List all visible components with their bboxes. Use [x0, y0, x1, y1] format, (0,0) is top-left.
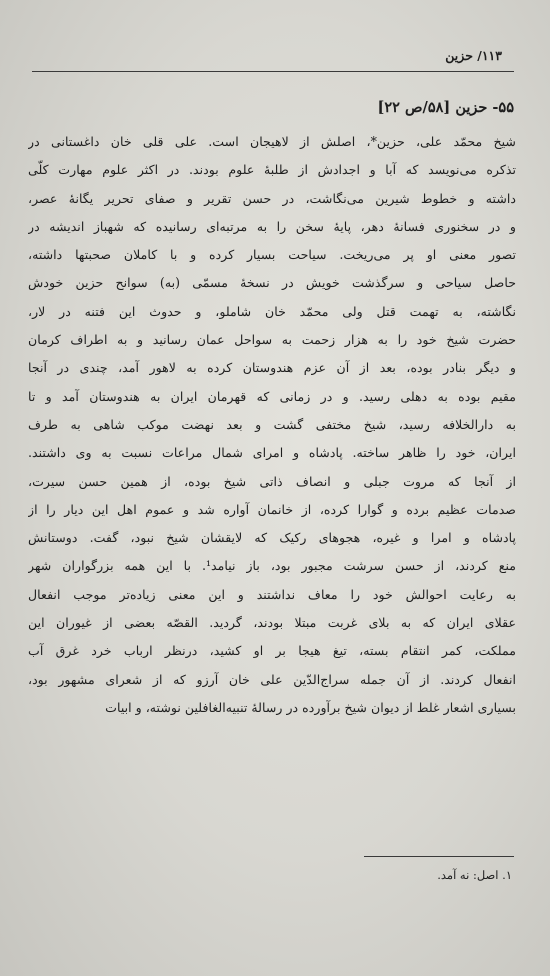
header-rule: [32, 71, 514, 72]
body-line: به دارالخلافه رسید، شیخ مختفی گشت و بعد نهضت موکب شاهی به طرف: [28, 416, 516, 432]
body-line: عقلای ایران که به بلای غربت مبتلا بودند، گردید. القصّه بعضی از غیوران این: [28, 615, 516, 631]
body-line: مقیم بوده به دهلی رسید. و در زمانی که قهرمان ایران به هندوستان آمد و تا: [28, 388, 516, 404]
body-line: منع کردند، از حسن سرشت مجبور بود، باز نیامد¹. با این همه بزرگواران شهر: [28, 558, 516, 574]
body-line: تصور معنی او پر می‌ریخت. سیاحت بسیار کرده و با کاملان صحبتها داشته،: [28, 247, 516, 263]
body-line: ایران، خود را ظاهر ساخته. پادشاه و امرای شمال مراعات نسبت به وی داشتند.: [28, 445, 516, 461]
body-line: بسیاری اشعار غلط از دیوان شیخ برآورده در رسالهٔ تنبیه‌الغافلین نوشته، و ابیات: [105, 699, 516, 715]
body-line: شیخ محمّد علی، حزین*، اصلش از لاهیجان است. علی قلی خان داغستانی در: [28, 134, 516, 149]
body-line: صدمات عظیم برده و گوارا کرده، از خانمان آواره شد و عموم اهل این دیار را از: [28, 501, 516, 517]
body-line: حاصل سیاحی و سرگذشت خویش در نسخهٔ مسمّی (به) سوانح حزین خودش: [28, 275, 516, 291]
body-line: تذکره می‌نویسد که آبا و اجدادش از طلبهٔ علوم بودند. در اکثر علوم مهارت کلّی: [28, 162, 516, 178]
body-line: و دیگر بنادر بوده، بعد از آن عزم هندوستان کرده به لاهور آمد، چندی در آنجا: [28, 360, 516, 376]
body-line: به رعایت احوالش خود را معاف نداشتند و این معنی زیاده‌تر موجب انفعال: [28, 586, 516, 602]
body-line: مملکت، کمر انتقام بسته، تیغ هیجا بر او کشید، درنظر ارباب خرد غرق آب: [28, 643, 516, 659]
entry-heading: ۵۵- حزین [۵۸/ص ۲۲]: [377, 99, 514, 116]
footnote-rule: [364, 856, 514, 857]
body-text: [28, 128, 516, 722]
body-line: و در سخنوری فسانهٔ دهر، پایهٔ سخن را به مرتبه‌ای رسانیده که شهباز اندیشه در: [28, 218, 516, 234]
body-line: نگاشته، به تهمت قتل ولی محمّد خان شاملو، و حدوث این فتنه در لار،: [28, 303, 516, 319]
body-line: حضرت شیخ خود را به هزار زحمت به سواحل عمان رسانید و به اطراف کرمان: [28, 332, 516, 348]
footnote: ۱. اصل: نه آمد.: [437, 868, 512, 882]
body-line: انفعال کردند. از آن جمله سراج‌الدّین علی خان آرزو که از شعرای مشهور بود،: [28, 671, 516, 687]
body-line: از آنجا که مروت جبلی و انصاف ذاتی شیخ بوده، از همین حسن سیرت،: [28, 473, 516, 489]
body-line: پادشاه و امرا و غیره، هجوهای رکیک که لایقشان شیخ نبود، گفت. دوستانش: [28, 530, 516, 546]
running-head: ۱۱۳/ حزین: [445, 48, 502, 63]
body-line: داشته و خطوط شیرین می‌نگاشت، در حسن تقریر و صفای تحریر یگانهٔ عصر،: [28, 190, 516, 206]
